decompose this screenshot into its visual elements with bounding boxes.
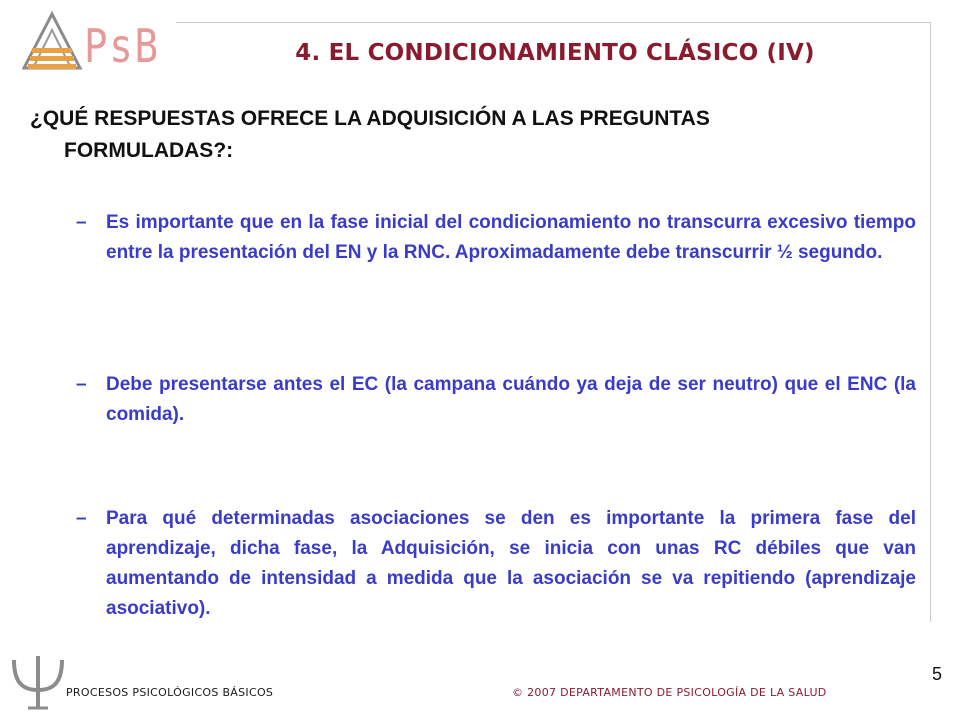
bullet-dash: – <box>76 508 87 529</box>
top-divider <box>176 22 930 23</box>
question-heading <box>30 103 920 167</box>
bullet-text: Para qué determinadas asociaciones se den es importante la primera fase del aprendizaje, dicha fase, la Adquisición, se inicia con unas RC débiles que van aumentando de intensidad a medida que la asociación se va repitiendo (aprendizaje asociativo). <box>106 508 916 619</box>
logo-triangle-icon <box>22 10 84 74</box>
logo-text: PsB <box>84 19 160 73</box>
footer-copyright: © 2007 DEPARTAMENTO DE PSICOLOGÍA DE LA SALUD <box>512 686 827 699</box>
bullet-text: Es importante que en la fase inicial del condicionamiento no transcurra excesivo tiempo entre la presentación del EN y la RNC. Aproximadamente debe transcurrir ½ segundo. <box>106 212 916 263</box>
bullet-dash: – <box>76 374 87 395</box>
page-number: 5 <box>932 664 943 684</box>
bullet-text: Debe presentarse antes el EC (la campana cuándo ya deja de ser neutro) que el ENC (la comida). <box>106 374 916 425</box>
bullet-item <box>76 370 916 430</box>
bullet-dash: – <box>76 212 87 233</box>
bullet-item <box>76 504 916 624</box>
footer-course: PROCESOS PSICOLÓGICOS BÁSICOS <box>66 686 274 699</box>
right-divider <box>930 22 931 622</box>
question-line-1: ¿QUÉ RESPUESTAS OFRECE LA ADQUISICIÓN A LAS PREGUNTAS <box>30 107 710 130</box>
bullet-item <box>76 208 916 268</box>
psi-icon <box>8 652 68 712</box>
slide-title: 4. EL CONDICIONAMIENTO CLÁSICO (IV) <box>295 40 815 66</box>
question-line-2: FORMULADAS?: <box>64 139 234 162</box>
psb-logo <box>22 10 162 80</box>
